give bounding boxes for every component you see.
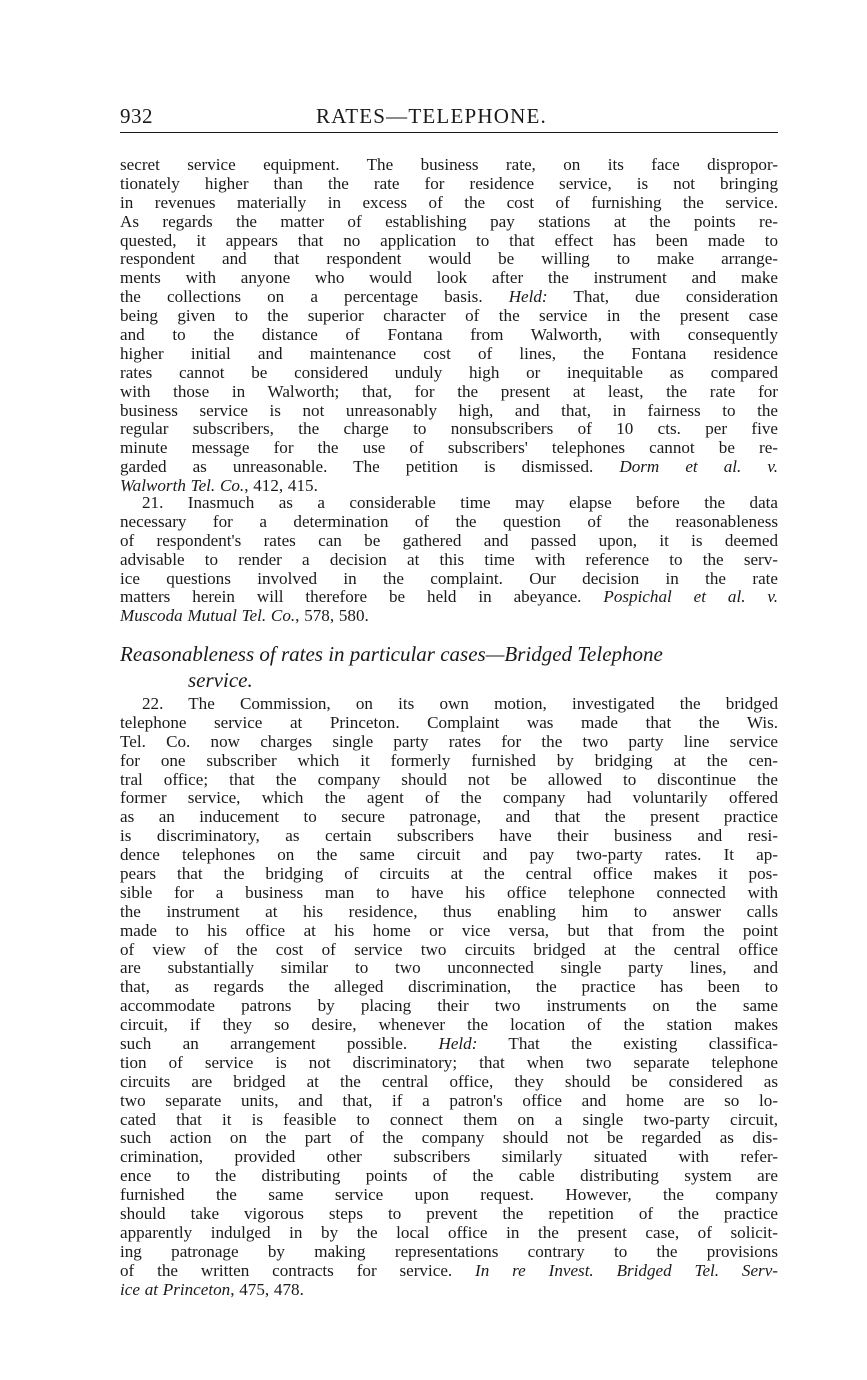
text-line: ments with anyone who would look after the instrument and make (120, 268, 778, 288)
text-line: necessary for a determination of the question of the reasonableness (120, 511, 778, 531)
text-line: in revenues materially in excess of the cost of furnishing the service. (120, 192, 778, 212)
text-segment: That, due consideration (547, 287, 778, 307)
text-line: as an inducement to secure patronage, and that the present practice (120, 807, 778, 827)
case-citation: Dorm et al. v. (619, 457, 778, 477)
text-line: pears that the bridging of circuits at the central office makes it pos- (120, 864, 778, 884)
text-line: regular subscribers, the charge to nonsubscribers of 10 cts. per five (120, 419, 778, 439)
page-number: 932 (120, 104, 153, 128)
section-heading (120, 641, 778, 693)
held-label: Held: (438, 1034, 478, 1054)
text-line: Tel. Co. now charges single party rates for the two party line service (120, 731, 778, 751)
text-line (120, 1281, 778, 1300)
heading-line: Reasonableness of rates in particular cases—Bridged Telephone (120, 642, 663, 666)
case-citation: Muscoda Mutual Tel. Co. (120, 606, 296, 626)
text-line: two separate units, and that, if a patron's office and home are so lo- (120, 1090, 778, 1110)
text-line (120, 458, 778, 477)
text-line: that, as regards the alleged discrimination, the practice has been to (120, 977, 778, 997)
heading-line: service. (188, 668, 253, 692)
text-segment: 22. The Commission, on its own motion, investigated the bridged (142, 694, 778, 713)
text-line: tion of service is not discriminatory; that when two separate telephone (120, 1052, 778, 1072)
case-citation: Pospichal et al. v. (603, 587, 778, 607)
text-line: with those in Walworth; that, for the present at least, the rate for (120, 381, 778, 401)
text-line: apparently indulged in by the local office in the present case, of solicit- (120, 1222, 778, 1242)
text-line: As regards the matter of establishing pay stations at the points re- (120, 211, 778, 231)
text-line (120, 607, 778, 626)
text-line: of view of the cost of service two circuits bridged at the central office (120, 939, 778, 959)
text-line: and to the distance of Fontana from Walworth, with consequently (120, 325, 778, 345)
case-citation: In re Invest. Bridged Tel. Serv- (475, 1260, 778, 1280)
text-line: ing patronage by making representations contrary to the provisions (120, 1241, 778, 1261)
text-line: being given to the superior character of the service in the present case (120, 306, 778, 326)
text-line: made to his office at his home or vice versa, but that from the point (120, 920, 778, 940)
text-line: such action on the part of the company should not be regarded as dis- (120, 1128, 778, 1148)
text-segment: 21. Inasmuch as a considerable time may elapse before the data (142, 493, 778, 512)
case-citation: Walworth Tel. Co. (120, 476, 245, 496)
text-line: advisable to render a decision at this time with reference to the serv- (120, 549, 778, 569)
text-line: crimination, provided other subscribers similarly situated with refer- (120, 1147, 778, 1167)
paragraph-21 (120, 494, 778, 626)
text-segment: garded as unreasonable. The petition is dismissed. (120, 457, 620, 477)
text-line: for one subscriber which it formerly furnished by bridging at the cen- (120, 750, 778, 770)
text-line: sible for a business man to have his office telephone connected with (120, 882, 778, 902)
text-line: of respondent's rates can be gathered and passed upon, it is deemed (120, 530, 778, 550)
text-line (120, 1262, 778, 1281)
text-line: higher initial and maintenance cost of lines, the Fontana residence (120, 343, 778, 363)
text-line: furnished the same service upon request. However, the company (120, 1185, 778, 1205)
text-line: ice questions involved in the complaint. Our decision in the rate (120, 568, 778, 588)
citation-pages: , 475, 478. (230, 1279, 304, 1299)
text-line: minute message for the use of subscribers' telephones cannot be re- (120, 438, 778, 458)
text-line: telephone service at Princeton. Complaint was made that the Wis. (120, 712, 778, 732)
text-line (120, 695, 778, 714)
text-line: secret service equipment. The business rate, on its face dispropor- (120, 155, 778, 174)
text-line (120, 1035, 778, 1054)
citation-pages: , 578, 580. (295, 606, 369, 626)
text-line (120, 288, 778, 307)
text-segment: of the written contracts for service. (120, 1260, 476, 1280)
text-line: dence telephones on the same circuit and pay two-party rates. It ap- (120, 845, 778, 865)
text-line: tral office; that the company should not be allowed to discontinue the (120, 769, 778, 789)
text-line: former service, which the agent of the company had voluntarily offered (120, 788, 778, 808)
text-segment: the collections on a percentage basis. (120, 287, 509, 307)
text-segment: matters herein will therefore be held in abeyance. (120, 587, 604, 607)
text-line: rates cannot be considered unduly high or inequitable as compared (120, 362, 778, 382)
paragraph-22 (120, 695, 778, 1300)
text-line: the instrument at his residence, thus enabling him to answer calls (120, 901, 778, 921)
case-citation: ice at Princeton (120, 1279, 231, 1299)
text-line: circuit, if they so desire, whenever the location of the station makes (120, 1015, 778, 1035)
text-line: ence to the distributing points of the cable distributing system are (120, 1166, 778, 1186)
text-line: should take vigorous steps to prevent the repetition of the practice (120, 1204, 778, 1224)
text-segment: such an arrangement possible. (120, 1034, 439, 1054)
text-line (120, 588, 778, 607)
text-segment: That the existing classifica- (477, 1034, 778, 1054)
text-line: respondent and that respondent would be willing to make arrange- (120, 249, 778, 269)
text-line (120, 494, 778, 513)
text-line: tionately higher than the rate for residence service, is not bringing (120, 173, 778, 193)
text-line: quested, it appears that no application to that effect has been made to (120, 230, 778, 250)
page-header (120, 104, 778, 133)
running-head: RATES—TELEPHONE. (316, 104, 547, 128)
text-line: circuits are bridged at the central office, they should be considered as (120, 1071, 778, 1091)
text-line: cated that it is feasible to connect them on a single two-party circuit, (120, 1109, 778, 1129)
paragraph-20-continuation (120, 156, 778, 496)
text-line: accommodate patrons by placing their two instruments on the same (120, 996, 778, 1016)
text-line: is discriminatory, as certain subscribers have their business and resi- (120, 826, 778, 846)
citation-pages: , 412, 415. (244, 476, 318, 496)
held-label: Held: (508, 287, 548, 307)
text-line: business service is not unreasonably high, and that, in fairness to the (120, 400, 778, 420)
text-line: are substantially similar to two unconnected single party lines, and (120, 958, 778, 978)
